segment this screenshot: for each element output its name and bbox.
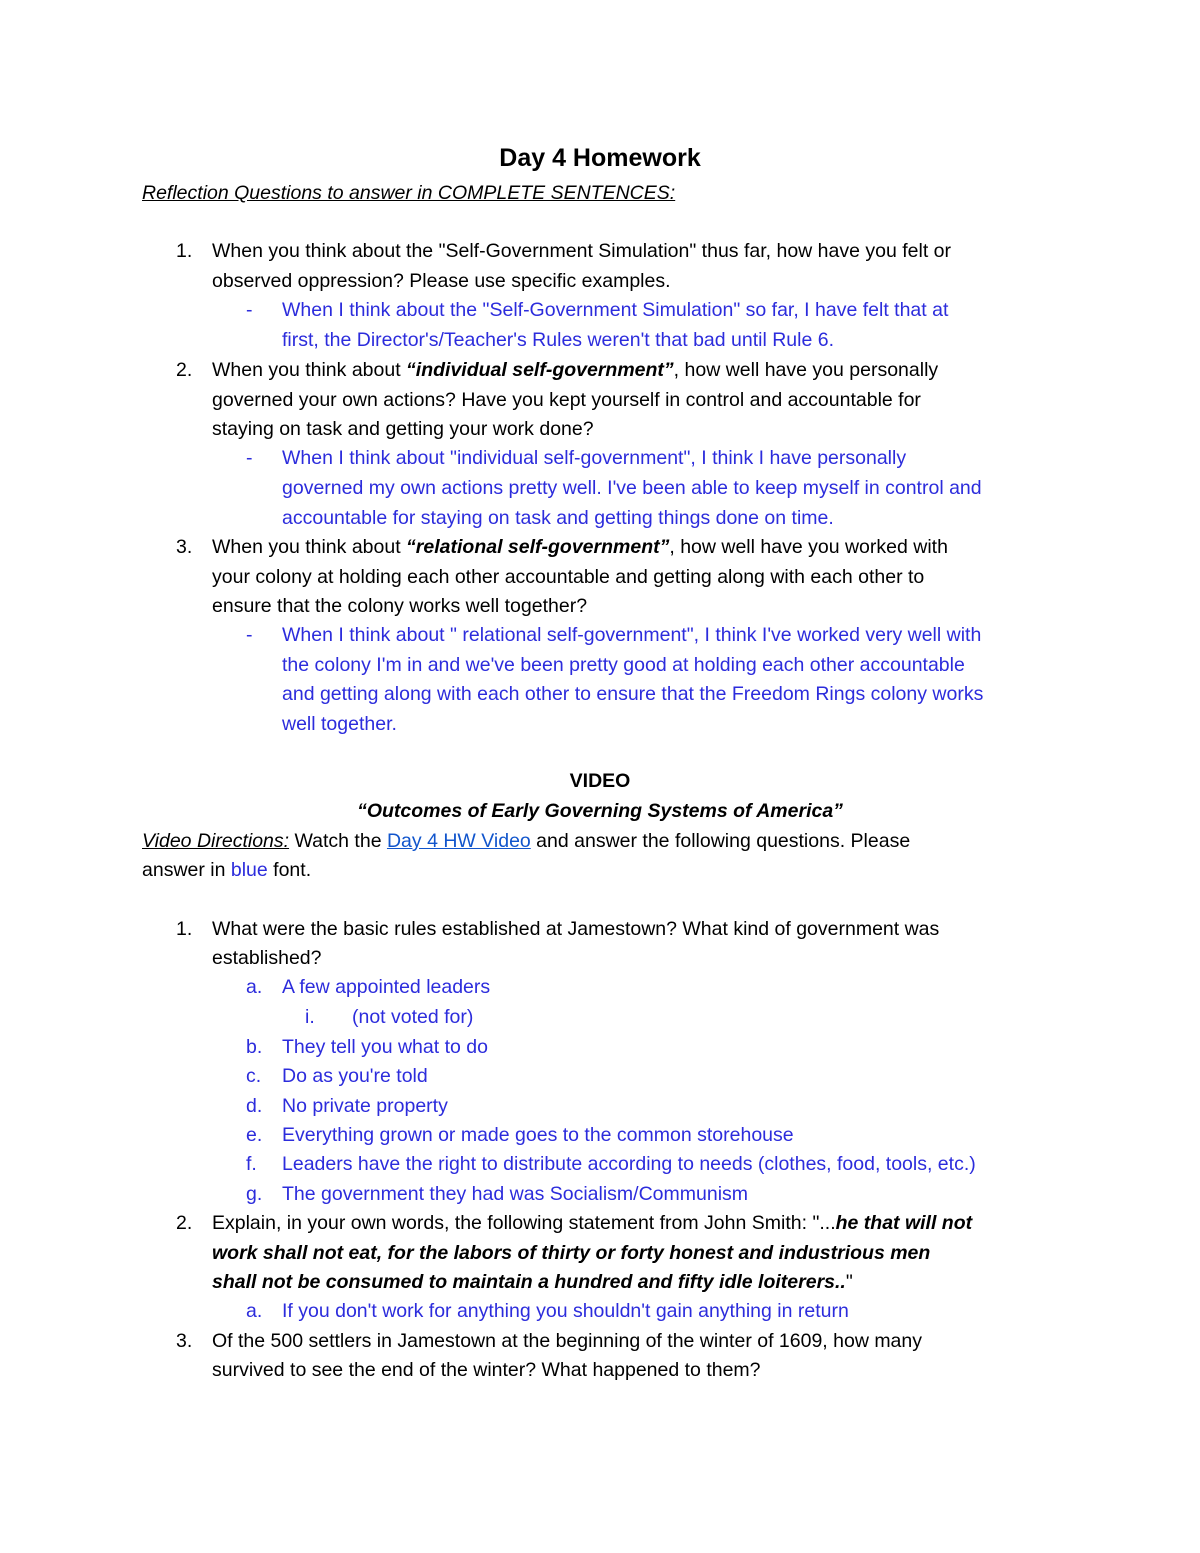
question-text: What were the basic rules established at Jamestown? What kind of government was	[212, 918, 940, 940]
quote-text: he that will not	[835, 1212, 973, 1234]
answer-text: The government they had was Socialism/Communism	[282, 1183, 749, 1205]
reflection-heading: Reflection Questions to answer in COMPLETE SENTENCES:	[142, 182, 676, 204]
answer-text: well together.	[282, 713, 397, 735]
video-subtitle: “Outcomes of Early Governing Systems of America”	[357, 800, 843, 822]
answer-text: the colony I'm in and we've been pretty good at holding each other accountable	[282, 654, 965, 676]
question-text: When you think about “relational self-government”, how well have you worked with	[212, 536, 948, 558]
quote-text: work shall not eat, for the labors of thirty or forty honest and industrious men	[212, 1242, 931, 1264]
question-text: survived to see the end of the winter? What happened to them?	[212, 1359, 761, 1381]
quote-text: shall not be consumed to maintain a hundred and fifty idle loiterers.."	[212, 1271, 853, 1293]
answer-marker: b.	[246, 1036, 263, 1058]
answer-text: Everything grown or made goes to the common storehouse	[282, 1124, 794, 1146]
answer-text: and getting along with each other to ensure that the Freedom Rings colony works	[282, 683, 984, 705]
video-heading: VIDEO	[569, 770, 631, 792]
question-text: governed your own actions? Have you kept yourself in control and accountable for	[212, 389, 921, 411]
video-link[interactable]: Day 4 HW Video	[386, 830, 531, 852]
question-text: When you think about “individual self-government”, how well have you personally	[212, 359, 939, 381]
answer-marker: f.	[246, 1153, 257, 1175]
answer-text: Do as you're told	[282, 1065, 428, 1087]
answer-marker: a.	[246, 1300, 263, 1322]
blue-word: blue	[230, 859, 268, 881]
question-number: 1.	[176, 240, 193, 262]
answer-marker: d.	[246, 1095, 263, 1117]
question-text: staying on task and getting your work done?	[212, 418, 594, 440]
answer-bullet: -	[246, 447, 253, 469]
answer-marker: e.	[246, 1124, 263, 1146]
question-text: When you think about the "Self-Government Simulation" thus far, how have you felt or	[212, 240, 951, 262]
question-text: ensure that the colony works well together?	[212, 595, 588, 617]
answer-marker: a.	[246, 976, 263, 998]
answer-text: (not voted for)	[352, 1006, 474, 1028]
question-text: Explain, in your own words, the following statement from John Smith: "...he that will not	[212, 1212, 973, 1234]
answer-marker: i.	[305, 1006, 315, 1028]
emphasis-term: “individual self-government”	[406, 359, 674, 381]
question-text: Of the 500 settlers in Jamestown at the beginning of the winter of 1609, how many	[212, 1330, 922, 1352]
answer-marker: g.	[246, 1183, 263, 1205]
answer-text: When I think about "individual self-government", I think I have personally	[282, 447, 907, 469]
question-text: your colony at holding each other accountable and getting along with each other to	[212, 566, 925, 588]
answer-text: first, the Director's/Teacher's Rules weren't that bad until Rule 6.	[282, 329, 834, 351]
answer-text: accountable for staying on task and getting things done on time.	[282, 507, 834, 529]
directions-label: Video Directions:	[142, 830, 290, 852]
answer-text: governed my own actions pretty well. I've been able to keep myself in control and	[282, 477, 982, 499]
question-text: observed oppression? Please use specific examples.	[212, 270, 671, 292]
question-number: 3.	[176, 1330, 193, 1352]
video-directions: Video Directions: Watch the Day 4 HW Video and answer the following questions. Please	[142, 830, 911, 852]
answer-text: They tell you what to do	[282, 1036, 488, 1058]
question-text: established?	[212, 947, 322, 969]
answer-bullet: -	[246, 624, 253, 646]
answer-marker: c.	[246, 1065, 262, 1087]
answer-text: If you don't work for anything you shouldn't gain anything in return	[282, 1300, 849, 1322]
question-number: 2.	[176, 1212, 193, 1234]
answer-text: No private property	[282, 1095, 448, 1117]
question-number: 1.	[176, 918, 193, 940]
answer-text: Leaders have the right to distribute according to needs (clothes, food, tools, etc.)	[282, 1153, 976, 1175]
emphasis-term: “relational self-government”	[406, 536, 670, 558]
answer-bullet: -	[246, 299, 253, 321]
question-number: 3.	[176, 536, 193, 558]
page-title: Day 4 Homework	[499, 144, 701, 172]
answer-text: When I think about the "Self-Government Simulation" so far, I have felt that at	[282, 299, 949, 321]
video-directions: answer in blue font.	[142, 859, 312, 881]
question-number: 2.	[176, 359, 193, 381]
answer-text: When I think about " relational self-government", I think I've worked very well with	[282, 624, 982, 646]
answer-text: A few appointed leaders	[282, 976, 491, 998]
